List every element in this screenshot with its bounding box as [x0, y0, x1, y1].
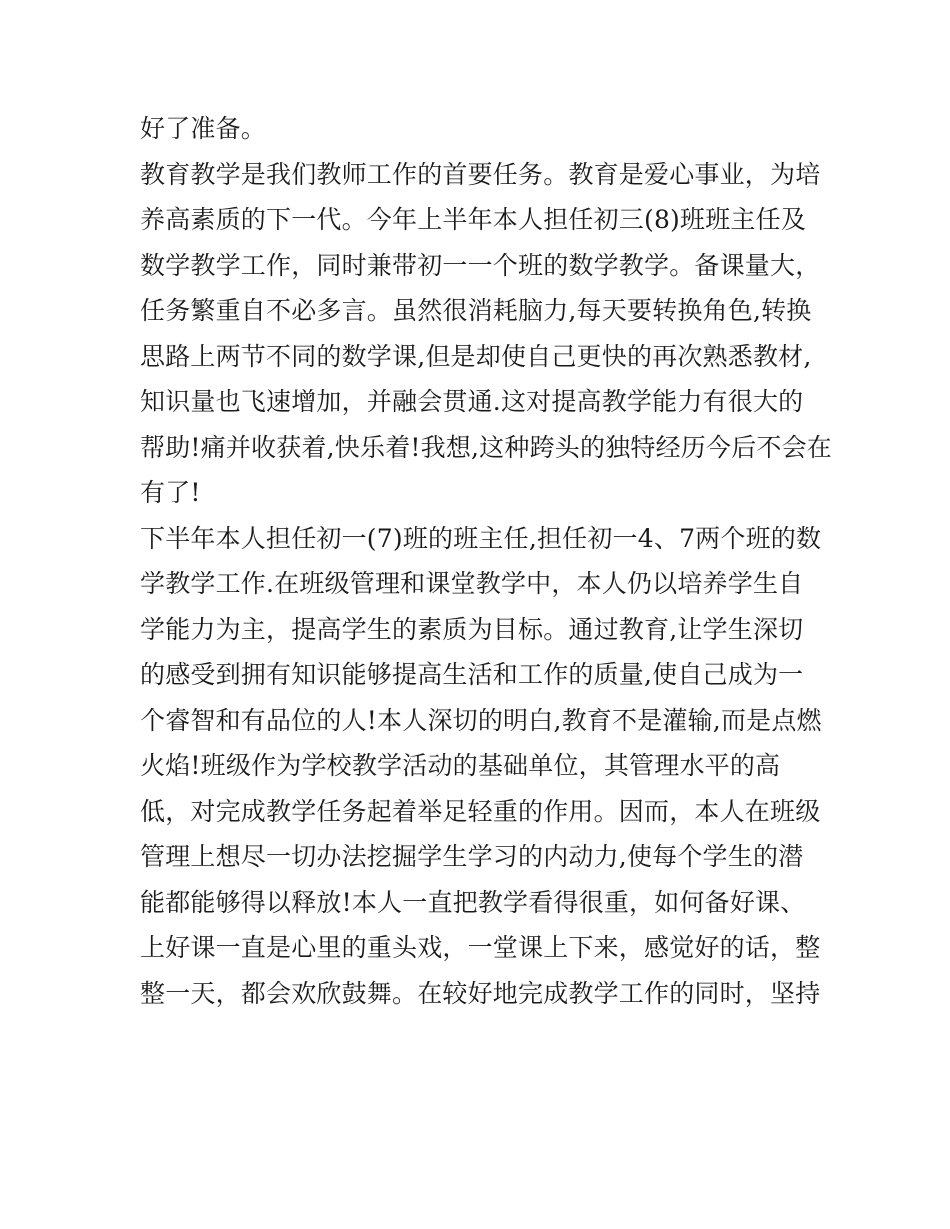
text-line-1: 好了准备。: [140, 114, 267, 143]
text-line-20: 整一天，都会欢欣鼓舞。在较好地完成教学工作的同时，坚持: [140, 978, 821, 1008]
text-line-13: 的感受到拥有知识能够提高生活和工作的质量,使自己成为一: [140, 660, 804, 689]
text-line-14: 个睿智和有品位的人!本人深切的明白,教育不是灌输,而是点燃: [140, 705, 822, 735]
text-line-10: 下半年本人担任初一(7)班的班主任,担任初一4、7两个班的数: [140, 523, 822, 553]
text-line-19: 上好课一直是心里的重头戏，一堂课上下来，感觉好的话，整: [140, 933, 821, 962]
text-line-15: 火焰!班级作为学校教学活动的基础单位，其管理水平的高: [140, 751, 781, 780]
text-line-17: 管理上想尽一切办法挖掘学生学习的内动力,使每个学生的潜: [140, 842, 804, 871]
text-line-16: 低，对完成教学任务起着举足轻重的作用。因而，本人在班级: [140, 796, 821, 826]
text-line-7: 知识量也飞速增加，并融会贯通.这对提高教学能力有很大的: [140, 387, 804, 416]
text-line-11: 学教学工作.在班级管理和课堂教学中，本人仍以培养学生自: [140, 569, 804, 598]
text-line-4: 数学教学工作，同时兼带初一一个班的数学教学。备课量大，: [140, 250, 821, 280]
text-line-9: 有了!: [140, 478, 201, 507]
text-line-12: 学能力为主，提高学生的素质为目标。通过教育,让学生深切: [140, 614, 804, 644]
text-line-5: 任务繁重自不必多言。虽然很消耗脑力,每天要转换角色,转换: [140, 296, 812, 325]
text-line-18: 能都能够得以释放!本人一直把教学看得很重，如何备好课、: [140, 887, 806, 917]
text-line-8: 帮助!痛并收获着,快乐着!我想,这种跨头的独特经历今后不会在: [140, 432, 832, 462]
document-body: [140, 106, 832, 1016]
text-line-2: 教育教学是我们教师工作的首要任务。教育是爱心事业，为培: [140, 159, 821, 189]
text-line-6: 思路上两节不同的数学课,但是却使自己更快的再次熟悉教材,: [140, 341, 812, 371]
text-line-3: 养高素质的下一代。今年上半年本人担任初三(8)班班主任及: [140, 205, 807, 234]
